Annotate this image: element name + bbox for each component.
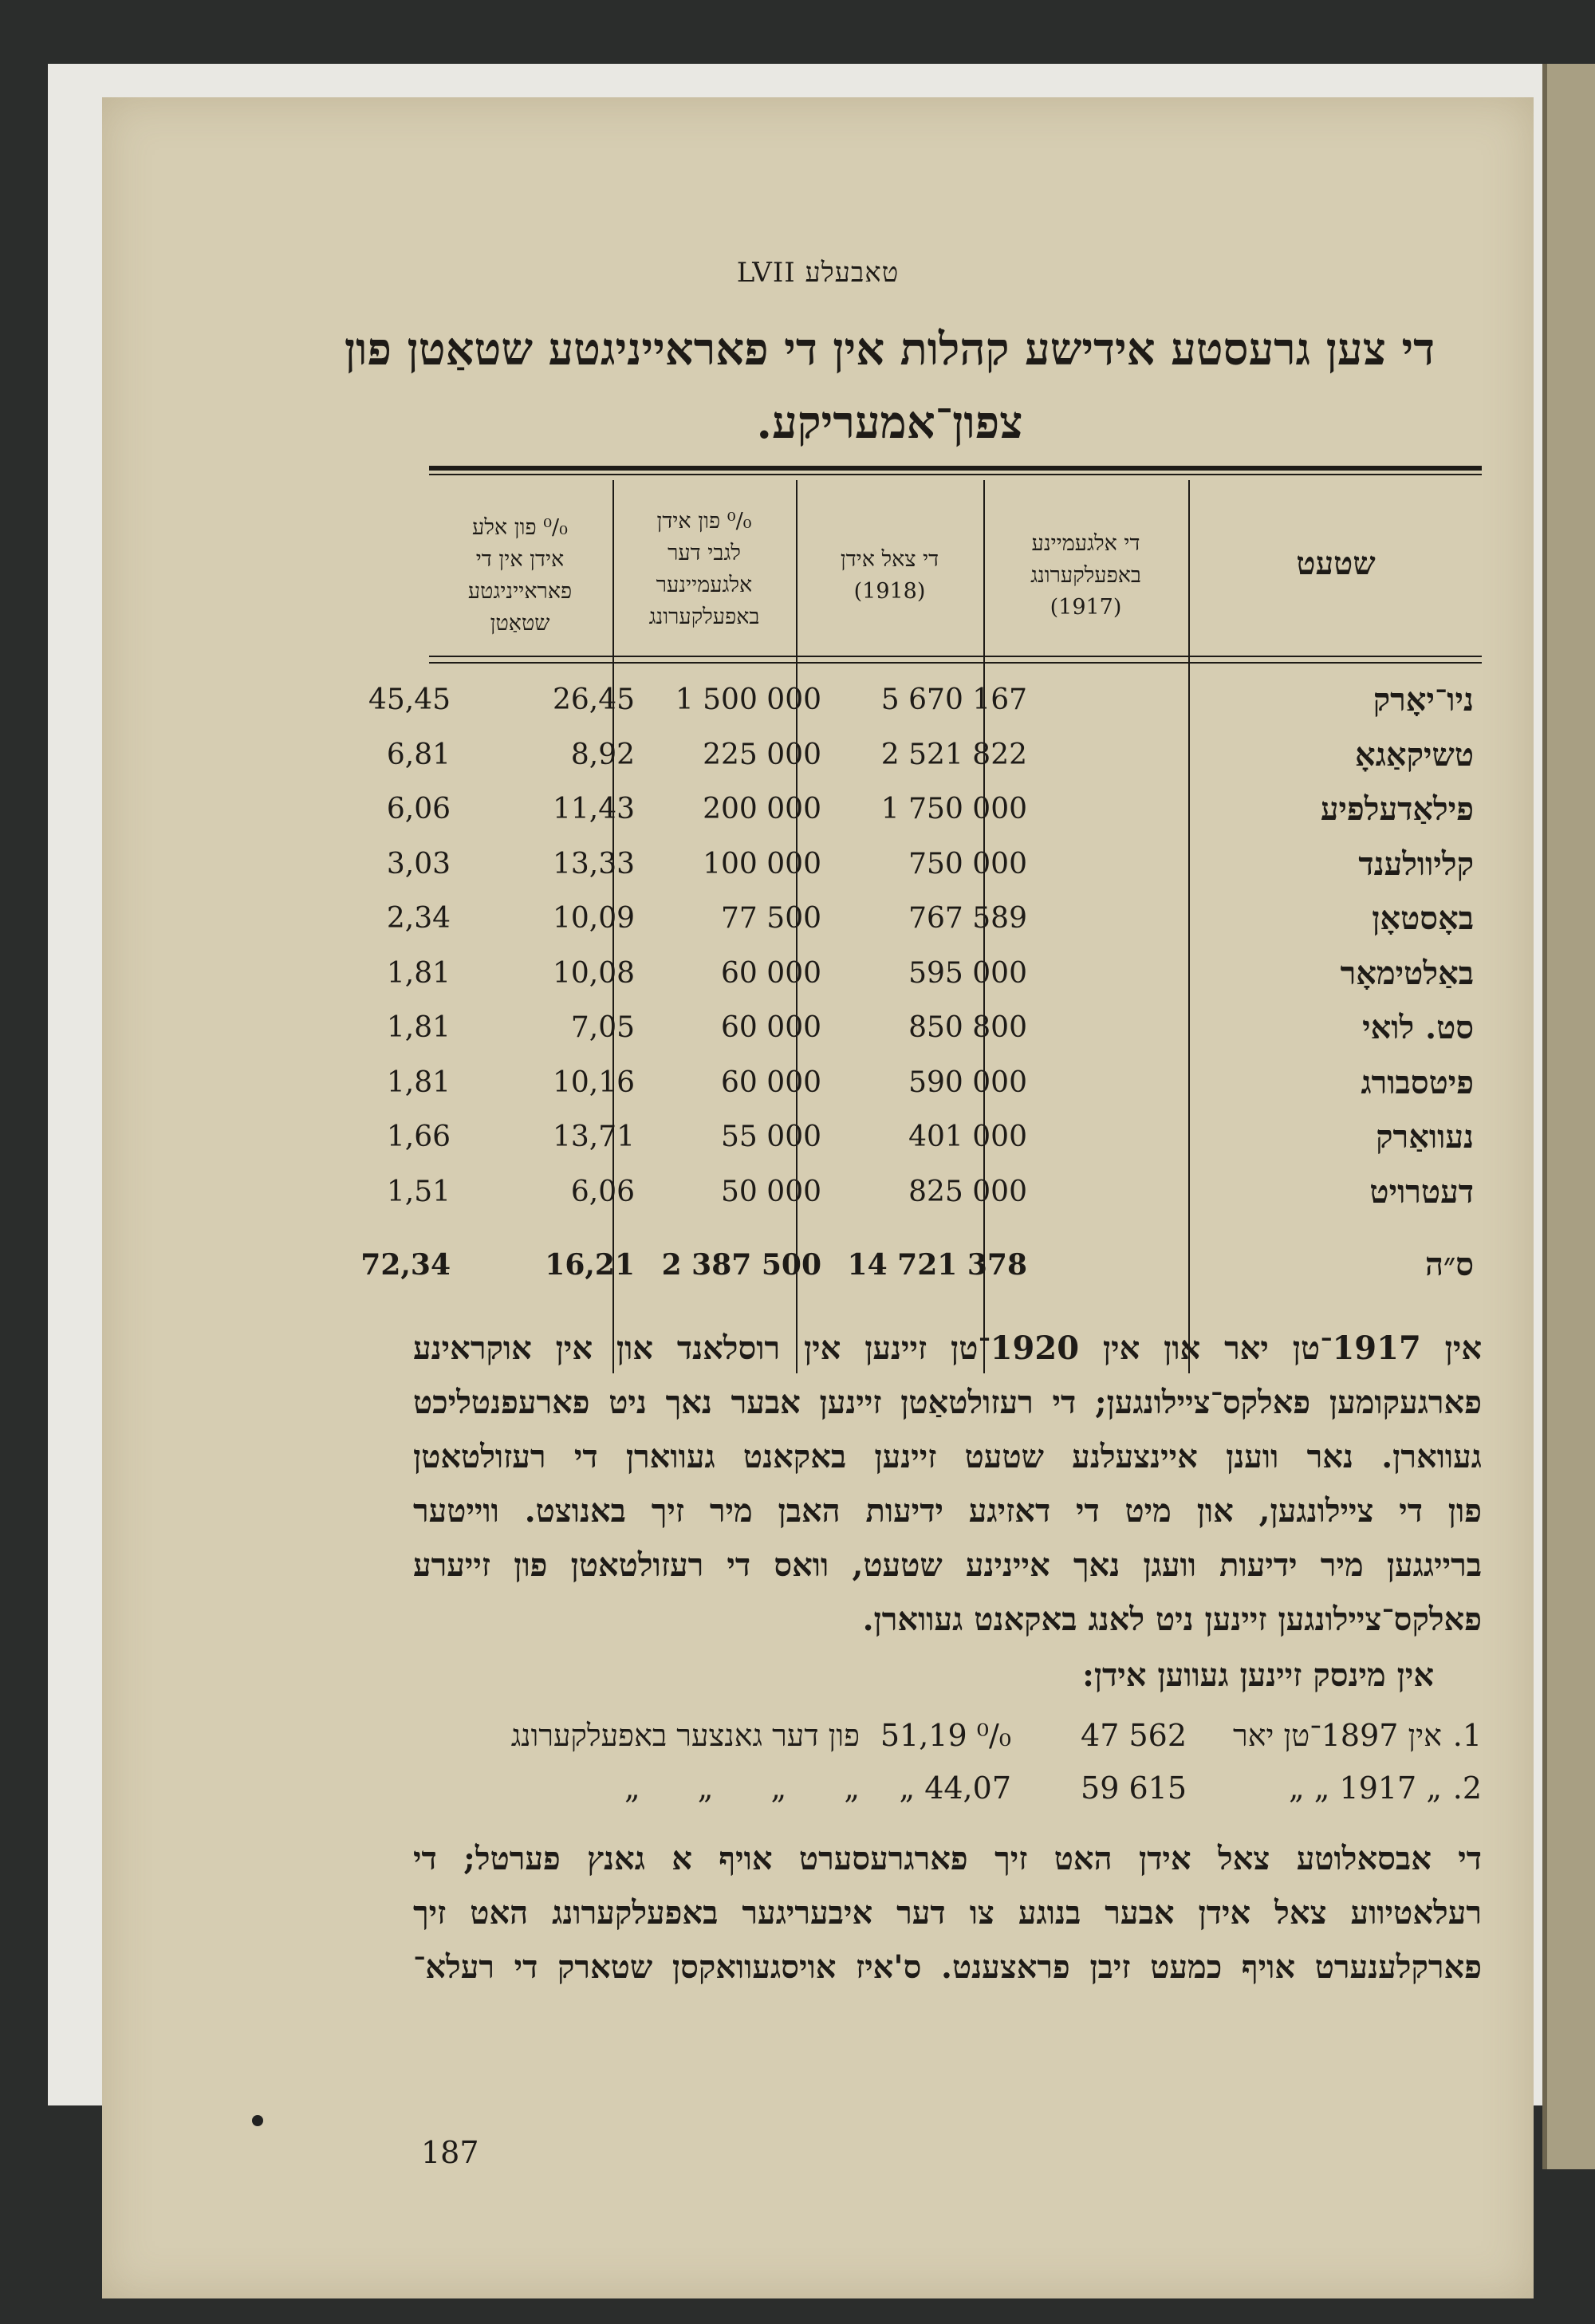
minsk-intro: אין מינסק זיינען געווען אידן: <box>1082 1656 1434 1694</box>
cell-population: 750 000 <box>908 847 1027 880</box>
running-head: טאבעלע LVII <box>736 257 900 289</box>
cell-population: 401 000 <box>908 1121 1027 1153</box>
table-row <box>368 673 1482 727</box>
paragraph-absolute: די אבסאלוטע צאל אידן האט זיך פארגרעסערט אויף א גאנץ פערטל; די רעלאטיווע צאל אידן אבער בנוגע צו דער איבעריגער באפעלקערונג האט זיך פארקלענערט אויף כמעט זיבן פראצענט. ס'איז אויסגעוואקסן שטארק די רעלא־ <box>413 1840 1482 1986</box>
cell-pct-local: 13,33 <box>552 847 635 880</box>
table-row <box>386 728 1482 782</box>
table-row <box>386 947 1482 1001</box>
cell-pct-total: 1,81 <box>386 956 451 990</box>
cell-pct-total: 3,03 <box>386 847 451 880</box>
cell-city: פיטסבורג <box>1361 1063 1474 1101</box>
table-row <box>386 1056 1482 1110</box>
table-row <box>386 892 1482 946</box>
cell-jews: 55 000 <box>721 1121 821 1153</box>
table-top-rule <box>429 466 1482 471</box>
cell-population: 850 800 <box>908 1011 1027 1044</box>
table-row <box>386 837 1482 892</box>
cell-pct-total: 6,06 <box>386 793 451 825</box>
cell-population: 5 670 167 <box>880 683 1027 716</box>
cell-pct-total: 72,34 <box>360 1248 451 1282</box>
cell-jews: 60 000 <box>721 1065 821 1099</box>
table-total-row <box>360 1238 1482 1292</box>
cell-jews: 100 000 <box>703 847 821 880</box>
cell-pct-local: 11,43 <box>552 793 635 825</box>
cell-city: ניו־יאָרק <box>1372 681 1474 719</box>
cell-pct-total: 45,45 <box>368 683 451 716</box>
cell-jews: 200 000 <box>703 793 821 825</box>
cell-city: באָסטאָן <box>1372 900 1474 937</box>
cell-jews: 1 500 000 <box>675 683 821 716</box>
cell-population: 825 000 <box>908 1175 1027 1208</box>
cell-pct-total: 1,81 <box>386 1065 451 1099</box>
cell-jews: 60 000 <box>721 1011 821 1044</box>
cell-pct-total: 2,34 <box>386 902 451 935</box>
cell-pct-total: 1,66 <box>386 1121 451 1153</box>
cell-city: טשיקאַגאָ <box>1355 735 1474 774</box>
table-header-rule-thin <box>429 662 1482 664</box>
cell-pct-local: 6,06 <box>570 1175 635 1208</box>
cell-pct-local: 13,71 <box>552 1121 635 1153</box>
title-line-1: די צען גרעסטע אידישע קהלות אין די פאראייניגטע שטאַטן פון <box>344 323 1436 376</box>
table-row <box>386 1001 1482 1055</box>
cell-pct-total: 1,81 <box>386 1011 451 1044</box>
cell-pct-local: 10,09 <box>552 902 635 935</box>
page-number: 187 <box>421 2135 479 2170</box>
cell-pct-local: 10,16 <box>552 1065 635 1099</box>
cell-jews: 50 000 <box>721 1175 821 1208</box>
table-row <box>386 1165 1482 1219</box>
cell-pct-local: 26,45 <box>552 683 635 716</box>
list-item: .2 „ 1917 „ „ 59 615 „ 44,07 „ „ „ „ <box>624 1771 1482 1806</box>
table-row <box>386 1110 1482 1164</box>
adjacent-page-edge <box>1542 64 1595 2169</box>
cell-pct-local: 10,08 <box>552 956 635 990</box>
cell-city: באַלטימאָר <box>1340 954 1474 992</box>
header-city: שטעט <box>1296 545 1376 582</box>
cell-city: ס״ה <box>1425 1246 1474 1283</box>
cell-pct-total: 1,51 <box>386 1175 451 1208</box>
cell-pct-local: 16,21 <box>545 1248 635 1282</box>
cell-pct-total: 6,81 <box>386 738 451 771</box>
cell-city: פילאַדעלפיע <box>1320 790 1474 828</box>
cell-city: דעטרויט <box>1369 1172 1474 1211</box>
list-item: .1 אין 1897־טן יאר 47 562 51,19 ⁰/₀ פון דער גאנצער באפעלקערונג <box>510 1718 1482 1753</box>
cell-population: 1 750 000 <box>880 793 1027 825</box>
cell-population: 14 721 378 <box>847 1248 1027 1282</box>
cell-jews: 225 000 <box>703 738 821 771</box>
table-row <box>386 782 1482 837</box>
book-page <box>102 97 1534 2298</box>
table-top-rule-thin <box>429 474 1482 475</box>
cell-city: קליוולענד <box>1358 845 1474 883</box>
header-pct-local: ⁰/₀ פון אידן לגבי דער אלגעמיינער באפעלקערונג <box>648 509 760 629</box>
cell-jews: 60 000 <box>721 956 821 990</box>
table-header-rule <box>429 656 1482 657</box>
title-line-2: צפון־אמעריקע. <box>756 396 1023 449</box>
cell-pct-local: 7,05 <box>570 1011 635 1044</box>
header-pct-total: ⁰/₀ פון אלע אידן אין די פאראייניגטע שטאַטן <box>467 515 573 636</box>
cell-pct-local: 8,92 <box>570 738 635 771</box>
cell-city: סט. לואי <box>1362 1009 1474 1046</box>
cell-city: נעוואַרק <box>1376 1118 1474 1156</box>
cell-population: 2 521 822 <box>880 738 1027 771</box>
cell-population: 767 589 <box>908 902 1027 935</box>
paragraph-census: אין 1917־טן יאר און אין 1920־טן זיינען אין רוסלאנד און אין אוקראינע פארגעקומען פאלקס־ציילונגען; די רעזולטאַטן זיינען אבער נאך ניט פארעפנטליכט געווארן. נאר ווענן איינצעלנע שטעט זיינען באקאנט געווארן די רעזולטאטן פון די ציילונגען, און מיט די דאזיגע ידיעות האבן מיר זיך באנוצט. ווייטער ברייגגען מיר ידיעות וועגן נאך איינינע שטעט, וואס די רעזולטאטן פון זייערע פאלקס־ציילונגען זיינען ניט לאנג באקאנט געווארן. <box>413 1329 1483 1638</box>
cell-population: 590 000 <box>908 1065 1027 1099</box>
ink-speck <box>252 2115 263 2126</box>
cell-jews: 77 500 <box>721 902 821 935</box>
page-title <box>301 313 1478 459</box>
header-jews: די צאל אידן (1918) <box>840 547 939 604</box>
cell-population: 595 000 <box>908 956 1027 990</box>
header-population: די אלגעמיינע באפעלקערונג (1917) <box>1030 531 1141 620</box>
cell-jews: 2 387 500 <box>661 1248 821 1282</box>
